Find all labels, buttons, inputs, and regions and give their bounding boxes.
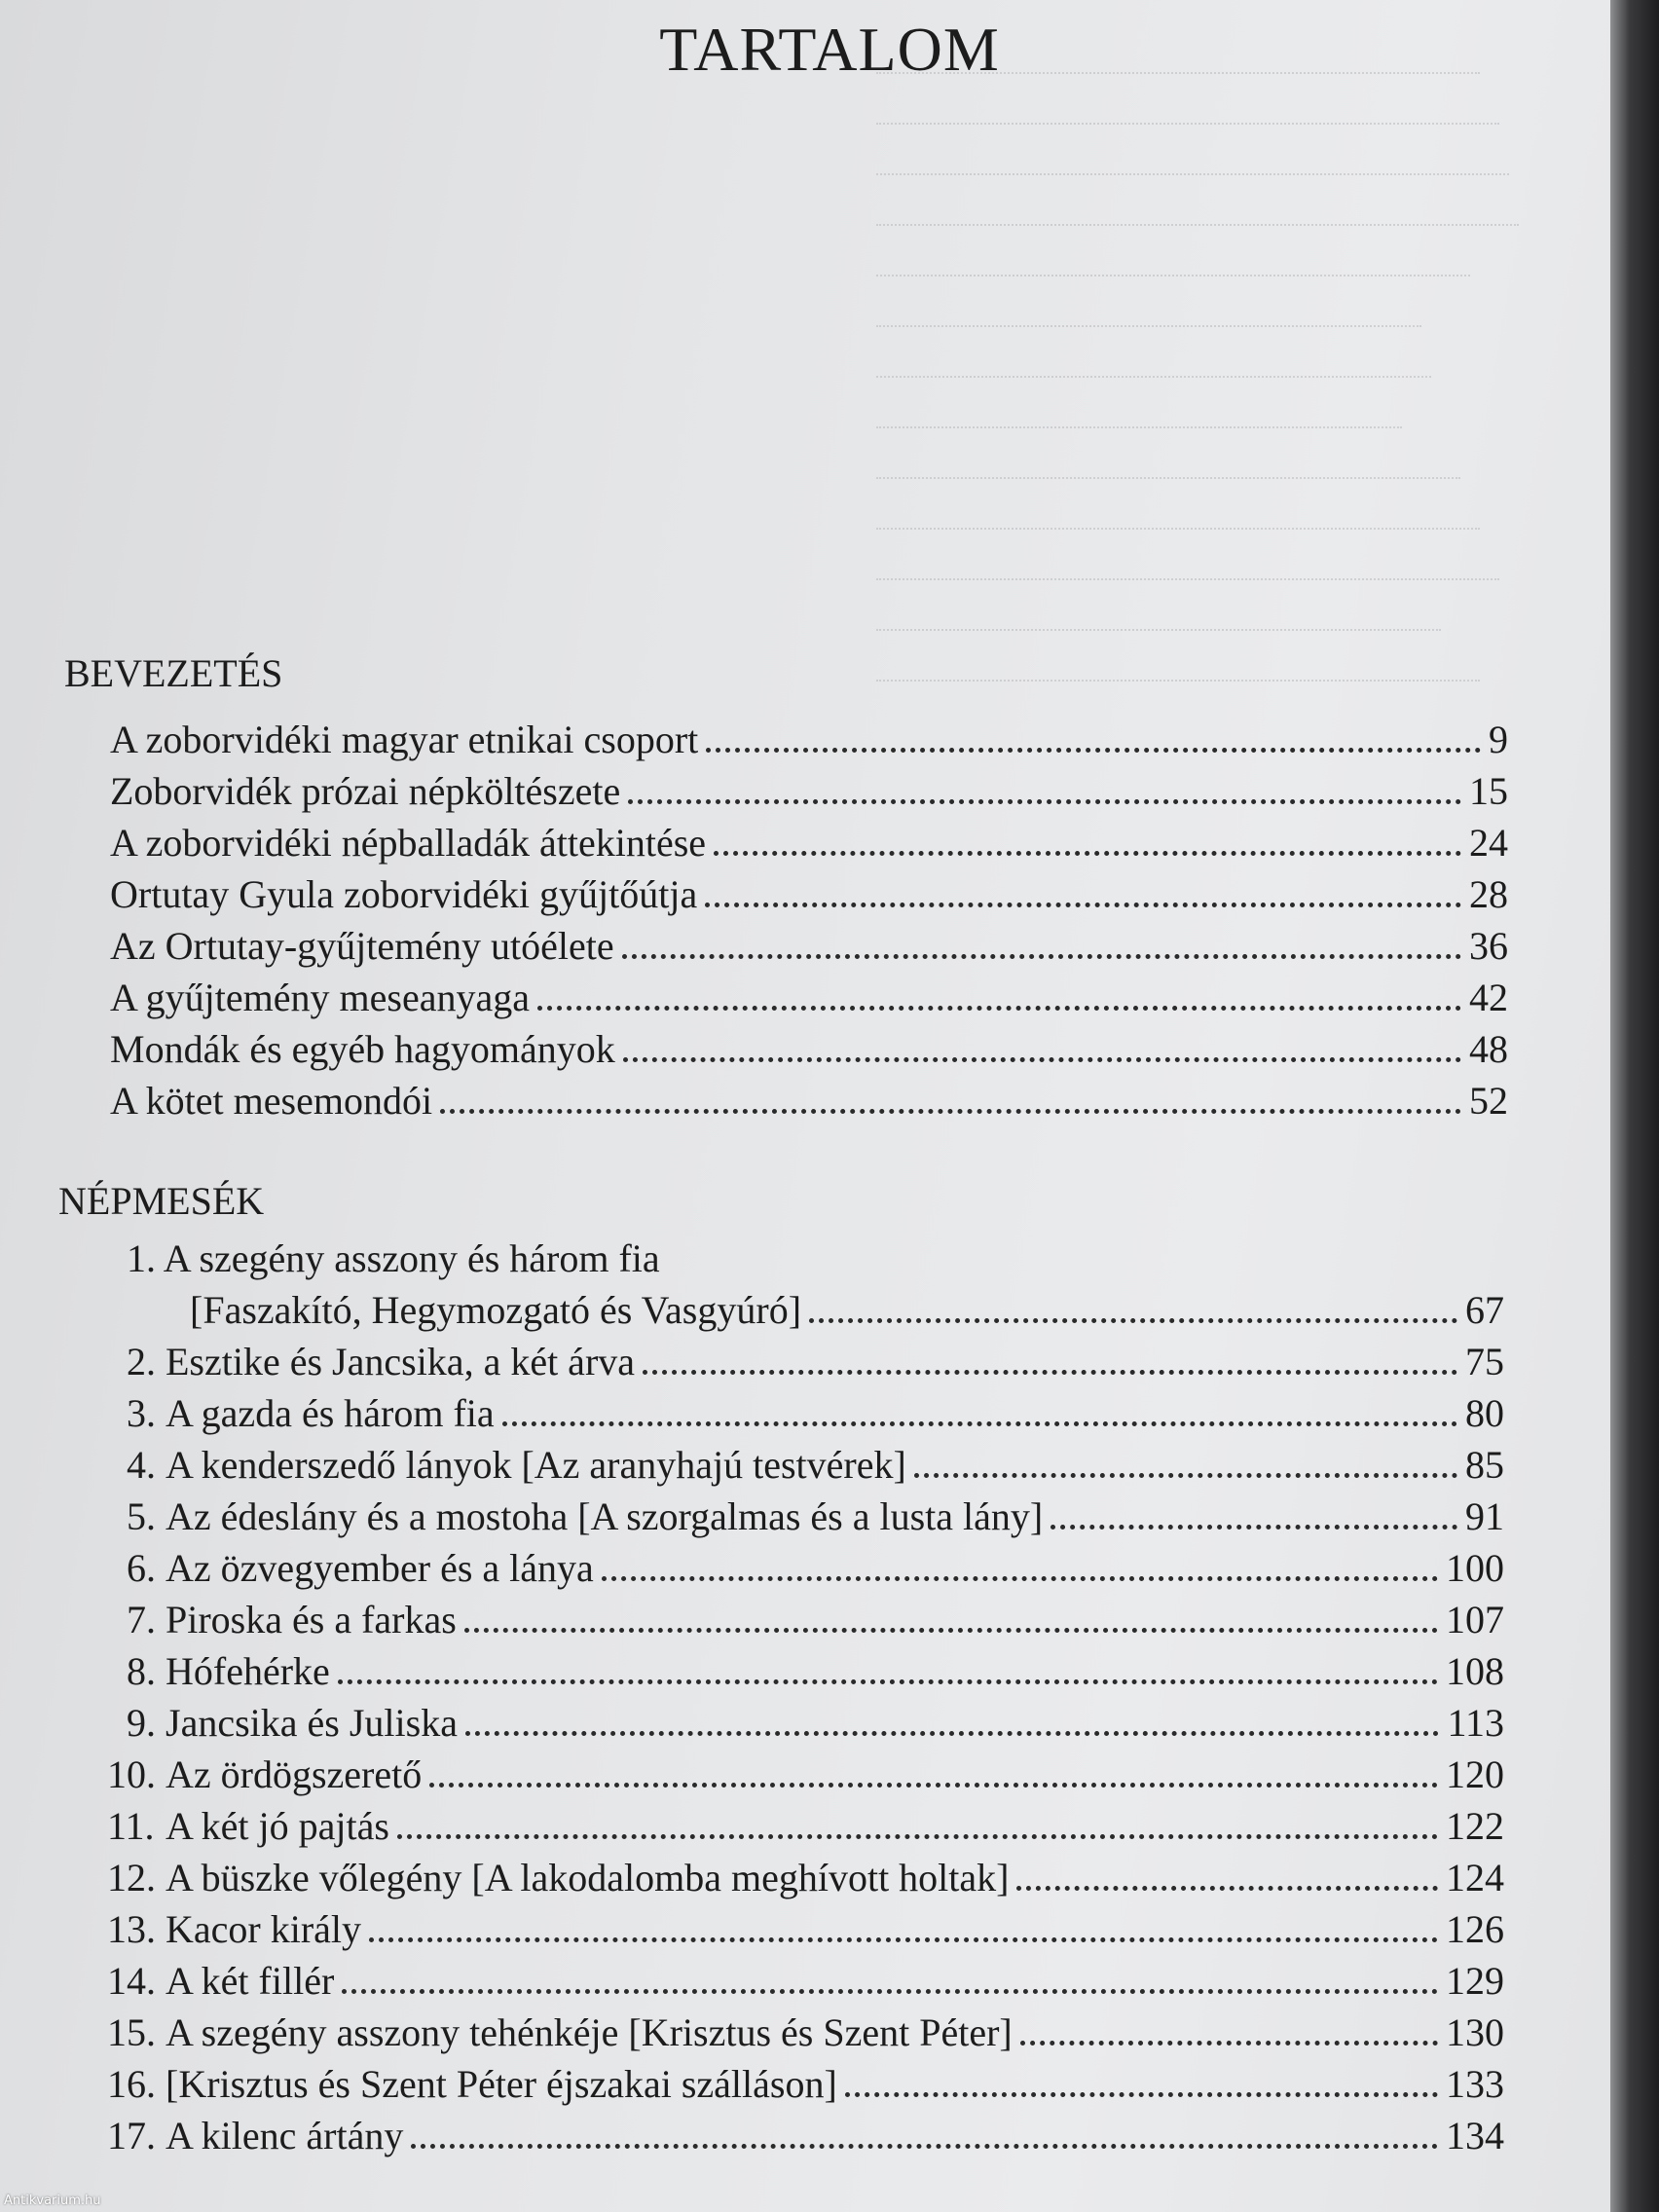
entry-title: Hófehérke [166, 1649, 330, 1693]
entry-title: Esztike és Jancsika, a két árva [166, 1340, 636, 1383]
dot-leader [706, 748, 1481, 753]
entry-title: A kilenc ártány [166, 2114, 404, 2157]
watermark-text: Antikvarium.hu [4, 2194, 101, 2208]
entry-page: 124 [1446, 1856, 1504, 1899]
entry-page: 80 [1465, 1391, 1504, 1435]
entry-title: Kacor király [166, 1907, 362, 1951]
entry-title: Piroska és a farkas [166, 1598, 457, 1641]
entry-number: 10. [107, 1752, 156, 1796]
entry-page: 113 [1447, 1701, 1504, 1745]
section-heading-bevezetes: BEVEZETÉS [64, 651, 283, 695]
dot-leader [464, 1628, 1438, 1633]
entry-title: Mondák és egyéb hagyományok [110, 1027, 615, 1071]
entry-number: 4. [127, 1443, 156, 1487]
toc-entry[interactable] [110, 767, 1508, 816]
dot-leader [602, 1576, 1438, 1581]
dot-leader [429, 1783, 1438, 1788]
entry-number: 17. [107, 2114, 156, 2157]
entry-page: 36 [1469, 924, 1508, 968]
entry-page: 108 [1446, 1649, 1504, 1693]
entry-number: 3. [127, 1391, 156, 1435]
toc-entry[interactable] [110, 974, 1508, 1022]
dot-leader [465, 1731, 1440, 1736]
entry-page: 24 [1469, 821, 1508, 865]
toc-entry[interactable] [110, 922, 1508, 971]
entry-number: 15. [107, 2010, 156, 2054]
toc-entry-first-line[interactable] [127, 1235, 660, 1283]
entry-title: Az ördögszerető [166, 1752, 423, 1796]
dot-leader [705, 903, 1461, 907]
entry-number: 12. [107, 1856, 156, 1899]
entry-title: A szegény asszony tehénkéje [Krisztus és Szent Péter] [166, 2010, 1013, 2054]
dot-leader [338, 1679, 1438, 1684]
entry-title: A gazda és három fia [166, 1391, 495, 1435]
dot-leader [369, 1937, 1438, 1942]
entry-page: 48 [1469, 1027, 1508, 1071]
entry-page: 67 [1465, 1288, 1504, 1332]
entry-number: 5. [127, 1494, 156, 1538]
entry-number: 13. [107, 1907, 156, 1951]
dot-leader [440, 1109, 1461, 1114]
toc-entry[interactable] [127, 1647, 1504, 1696]
toc-entry[interactable] [107, 2112, 1504, 2160]
entry-page: 85 [1465, 1443, 1504, 1487]
dot-leader [1016, 1886, 1438, 1891]
dot-leader [342, 1989, 1438, 1994]
toc-entry[interactable] [127, 1699, 1504, 1748]
entry-page: 15 [1469, 769, 1508, 813]
entry-title: A gyűjtemény meseanyaga [110, 976, 530, 1019]
dot-leader [1051, 1525, 1457, 1530]
dot-leader [809, 1318, 1457, 1323]
entry-page: 42 [1469, 976, 1508, 1019]
entry-page: 120 [1446, 1752, 1504, 1796]
entry-page: 130 [1446, 2010, 1504, 2054]
entry-page: 133 [1446, 2062, 1504, 2106]
entry-page: 100 [1446, 1546, 1504, 1590]
toc-entry[interactable] [107, 1802, 1504, 1851]
toc-entry[interactable] [127, 1544, 1504, 1593]
toc-entry[interactable] [127, 1389, 1504, 1438]
entry-title: A két jó pajtás [166, 1804, 389, 1848]
entry-page: 122 [1446, 1804, 1504, 1848]
entry-page: 52 [1469, 1079, 1508, 1123]
dot-leader [623, 1057, 1461, 1062]
entry-number: 11. [107, 1804, 155, 1848]
entry-number: 8. [127, 1649, 156, 1693]
entry-title: A szegény asszony és három fia [163, 1236, 660, 1280]
entry-page: 107 [1446, 1598, 1504, 1641]
entry-title: Az özvegyember és a lánya [166, 1546, 594, 1590]
dot-leader [537, 1006, 1461, 1011]
entry-title: A kenderszedő lányok [Az aranyhajú testvérek] [166, 1443, 906, 1487]
dot-leader [714, 851, 1461, 856]
page-title: TARTALOM [659, 15, 1000, 84]
entry-title: Ortutay Gyula zoborvidéki gyűjtőútja [110, 872, 698, 916]
entry-title: Zoborvidék prózai népköltészete [110, 769, 621, 813]
entry-page: 9 [1489, 718, 1508, 761]
entry-title: Jancsika és Juliska [166, 1701, 458, 1745]
toc-entry[interactable] [107, 1751, 1504, 1799]
dot-leader [643, 1370, 1457, 1375]
toc-entry[interactable] [107, 1905, 1504, 1954]
entry-title: A két fillér [166, 1959, 335, 2003]
entry-number: 16. [107, 2062, 156, 2106]
toc-entry[interactable] [110, 716, 1508, 764]
entry-title: Az Ortutay-gyűjtemény utóélete [110, 924, 614, 968]
toc-entry[interactable] [107, 2060, 1504, 2109]
entry-title-continuation: [Faszakító, Hegymozgató és Vasgyúró] [190, 1288, 802, 1332]
dot-leader [914, 1473, 1457, 1478]
entry-title: Az édeslány és a mostoha [A szorgalmas és a lusta lány] [166, 1494, 1044, 1538]
toc-entry[interactable] [110, 1025, 1508, 1074]
toc-entry[interactable] [190, 1286, 1504, 1335]
toc-entry[interactable] [127, 1338, 1504, 1386]
entry-page: 91 [1465, 1494, 1504, 1538]
entry-title: A zoborvidéki népballadák áttekintése [110, 821, 707, 865]
toc-entry[interactable] [107, 1854, 1504, 1902]
entry-title: A zoborvidéki magyar etnikai csoport [110, 718, 699, 761]
toc-entry[interactable] [127, 1493, 1504, 1541]
dot-leader [845, 2092, 1438, 2097]
entry-page: 75 [1465, 1340, 1504, 1383]
page-edge-shadow [1610, 0, 1659, 2212]
entry-page: 126 [1446, 1907, 1504, 1951]
dot-leader [502, 1421, 1457, 1426]
entry-page: 28 [1469, 872, 1508, 916]
section-heading-nepmesek: NÉPMESÉK [58, 1179, 265, 1223]
entry-number: 7. [127, 1598, 156, 1641]
entry-title: [Krisztus és Szent Péter éjszakai szálláson] [166, 2062, 837, 2106]
toc-entry[interactable] [127, 1596, 1504, 1644]
toc-entry[interactable] [110, 870, 1508, 919]
entry-number: 14. [107, 1959, 156, 2003]
entry-number: 2. [127, 1340, 156, 1383]
entry-number: 1. [127, 1236, 156, 1280]
toc-entry[interactable] [107, 1957, 1504, 2006]
dot-leader [1020, 2041, 1438, 2046]
entry-title: A büszke vőlegény [A lakodalomba meghívott holtak] [166, 1856, 1010, 1899]
dot-leader [628, 799, 1461, 804]
entry-title: A kötet mesemondói [110, 1079, 433, 1123]
entry-number: 9. [127, 1701, 156, 1745]
toc-entry[interactable] [107, 2009, 1504, 2057]
entry-page: 134 [1446, 2114, 1504, 2157]
entry-number: 6. [127, 1546, 156, 1590]
toc-entry[interactable] [110, 1077, 1508, 1125]
dot-leader [411, 2144, 1438, 2149]
entry-page: 129 [1446, 1959, 1504, 2003]
dot-leader [397, 1834, 1438, 1839]
toc-entry[interactable] [110, 819, 1508, 867]
dot-leader [622, 954, 1461, 959]
toc-entry[interactable] [127, 1441, 1504, 1490]
